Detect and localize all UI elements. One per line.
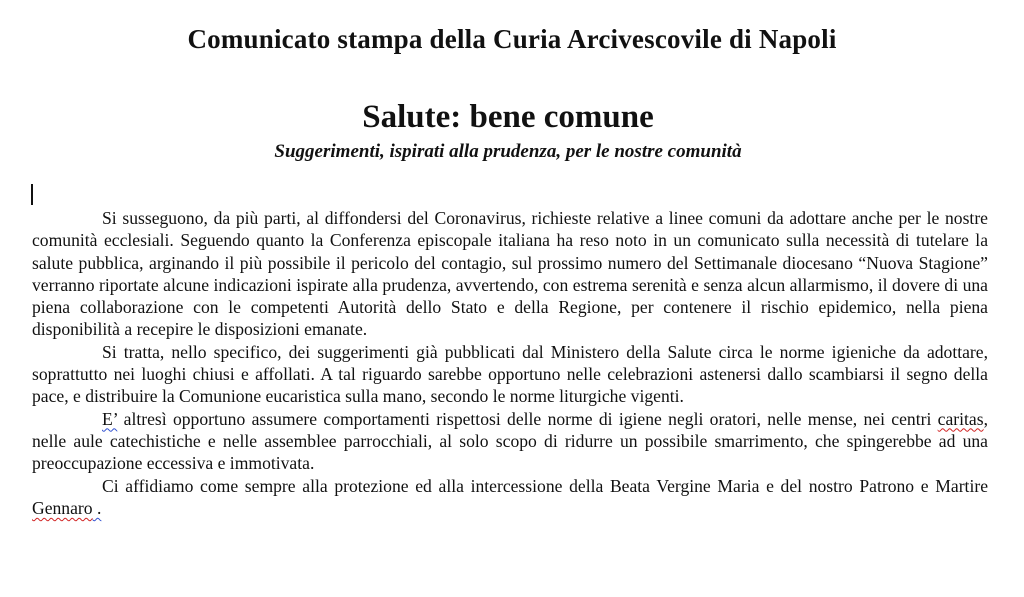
spellcheck-flagged-word: Gennaro <box>32 497 93 518</box>
paragraph-3 <box>32 408 988 475</box>
paragraph-4 <box>32 475 988 520</box>
document-title: Salute: bene comune <box>362 99 654 135</box>
spellcheck-flagged-punctuation: . <box>92 497 102 518</box>
paragraph-4-text: Ci affidiamo come sempre alla protezione ed alla intercessione della Beata Vergine Maria e del nostro Patrono e Martire <box>102 475 988 496</box>
paragraph-3-text-a: altresì opportuno assumere comportamenti rispettosi delle norme di igiene negli oratori, nelle mense, nei centri <box>117 408 938 429</box>
paragraph-1: Si susseguono, da più parti, al diffondersi del Coronavirus, richieste relative a linee comuni da adottare anche per le nostre comunità ecclesiali. Seguendo quanto la Conferenza episcopale italiana ha reso noto in un comunicato sulla necessità di tutelare la salute pubblica, arginando il più possibile il pericolo del contagio, sul prossimo numero del Settimanale diocesano “Nuova Stagione” verranno riportate alcune indicazioni ispirate alla prudenza, avvertendo, con estrema serenità e senza alcun allarmismo, il dovere di una piena collaborazione con le competenti Autorità dello Stato e della Regione, per contenere il rischio epidemico, nella piena disponibilità a recepire le disposizioni emanate. <box>32 208 988 340</box>
document-subtitle: Suggerimenti, ispirati alla prudenza, per le nostre comunità <box>274 141 742 162</box>
press-release-header: Comunicato stampa della Curia Arcivescovile di Napoli <box>187 24 837 54</box>
paragraph-2: Si tratta, nello specifico, dei suggerimenti già pubblicati dal Ministero della Salute circa le norme igieniche da adottare, soprattutto nei luoghi chiusi e affollati. A tal riguardo sarebbe opportuno nelle celebrazioni astenersi dallo scambiarsi il segno della pace, e distribuire la Comunione eucaristica sulla mano, secondo le norme liturgiche vigenti. <box>32 341 988 407</box>
text-cursor <box>31 184 33 205</box>
document-body[interactable] <box>32 207 988 519</box>
paragraph-3-text-b: , nelle aule catechistiche e nelle assemblee parrocchiali, al solo scopo di ridurre un possibile smarrimento, che spingerebbe ad una preoccupazione eccessiva e immotivata. <box>32 408 988 474</box>
spellcheck-flagged-word: E’ <box>102 408 118 429</box>
spellcheck-flagged-word: caritas <box>937 408 984 429</box>
